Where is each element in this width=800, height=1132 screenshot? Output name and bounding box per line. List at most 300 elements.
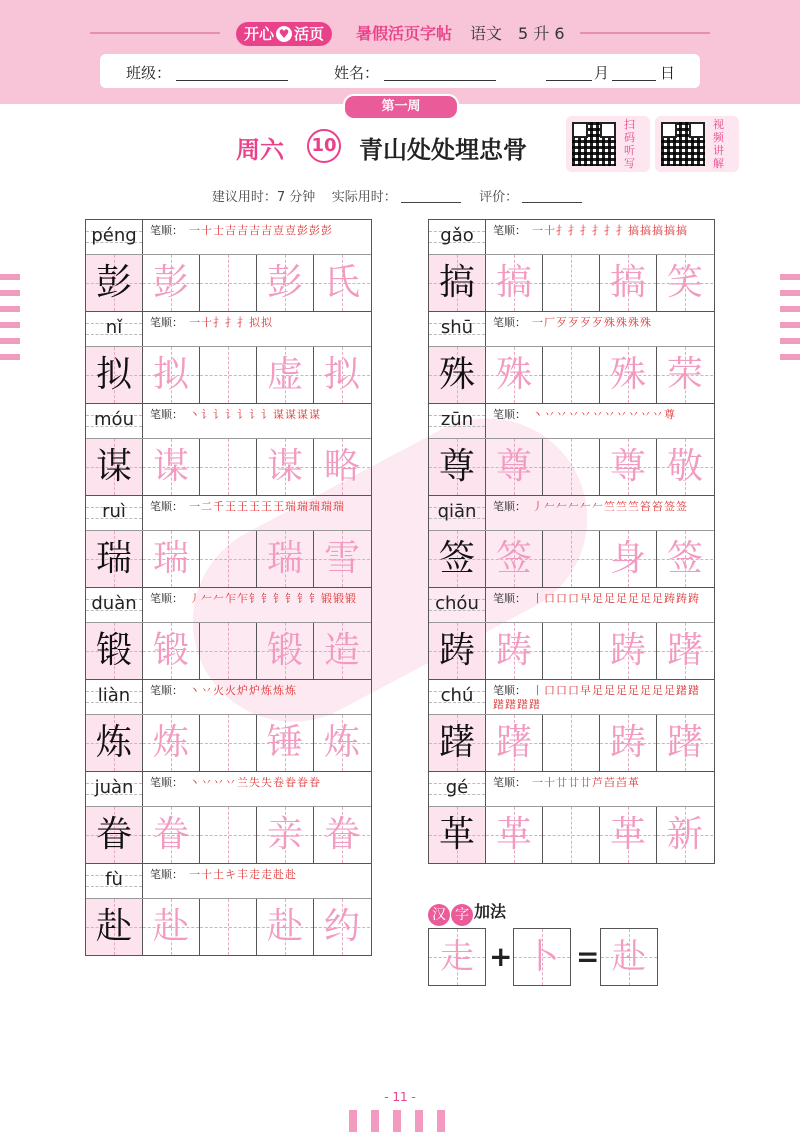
pinyin-text: gé <box>445 777 469 798</box>
trace-char: 锻 <box>266 630 303 671</box>
grid-guide <box>200 651 256 652</box>
practice-cell[interactable] <box>314 623 370 679</box>
header-band <box>0 0 800 104</box>
grid-guide <box>543 283 599 284</box>
title-text: 加法 <box>474 902 507 921</box>
practice-cell[interactable] <box>143 439 200 495</box>
writing-row <box>86 807 371 863</box>
practice-cell[interactable] <box>600 623 657 679</box>
model-char: 尊 <box>438 446 475 487</box>
model-char-cell <box>86 439 143 495</box>
evaluation-field[interactable] <box>522 190 582 203</box>
writing-row <box>86 531 371 587</box>
practice-cell[interactable] <box>200 623 257 679</box>
stroke-order <box>150 592 368 606</box>
practice-cell[interactable] <box>200 715 257 771</box>
stroke-order <box>150 868 368 882</box>
pinyin-text: duàn <box>91 593 137 614</box>
trace-char: 身 <box>609 538 646 579</box>
stroke-order <box>493 776 711 790</box>
pinyin-cell <box>429 772 486 806</box>
practice-cell[interactable] <box>486 255 543 311</box>
character-block <box>85 679 372 771</box>
pinyin-row <box>86 588 371 623</box>
grid-guide <box>543 651 599 652</box>
stroke-order <box>150 224 368 238</box>
writing-row <box>86 347 371 403</box>
practice-cell[interactable] <box>257 531 314 587</box>
practice-cell[interactable] <box>600 531 657 587</box>
pinyin-text: móu <box>94 409 134 430</box>
practice-column-right <box>428 219 715 864</box>
trace-char: 拟 <box>323 354 360 395</box>
pinyin-row <box>429 588 714 623</box>
pinyin-text: ruì <box>102 501 126 522</box>
practice-cell[interactable] <box>486 531 543 587</box>
trace-char: 革 <box>609 814 646 855</box>
stroke-order-label: 笔顺： <box>150 776 183 789</box>
practice-cell[interactable] <box>143 807 200 863</box>
model-char-cell <box>86 531 143 587</box>
model-char-cell <box>429 715 486 771</box>
model-char-cell <box>429 531 486 587</box>
trace-char: 雪 <box>323 538 360 579</box>
suggested-time: 建议用时：7 分钟 <box>211 190 316 205</box>
stroke-order-label: 笔顺： <box>150 684 183 697</box>
practice-cell[interactable] <box>257 715 314 771</box>
model-char: 躇 <box>438 722 475 763</box>
practice-cell[interactable] <box>143 623 200 679</box>
pinyin-cell <box>86 496 143 530</box>
week-badge: 第一周 <box>343 94 459 120</box>
grid-guide <box>543 835 599 836</box>
writing-row <box>429 439 714 495</box>
side-tabs-left <box>0 274 20 370</box>
model-char-cell <box>86 255 143 311</box>
brand-text: 开心 <box>244 25 275 43</box>
pinyin-row <box>86 864 371 899</box>
pinyin-cell <box>86 404 143 438</box>
model-char-cell <box>429 439 486 495</box>
trace-char: 约 <box>323 906 360 947</box>
practice-cell[interactable] <box>143 899 200 955</box>
day-label: 周六 <box>236 136 284 164</box>
pinyin-cell <box>86 772 143 806</box>
character-block <box>85 495 372 587</box>
class-field[interactable] <box>176 80 288 81</box>
stroke-sequence: 丶丷丷丷丷丷丷丷丷丷丷尊 <box>532 408 676 421</box>
stroke-order <box>493 592 711 606</box>
stroke-sequence: 一厂歹歹歹歹殊殊殊殊 <box>532 316 652 329</box>
stroke-order-label: 笔顺： <box>150 500 183 513</box>
practice-cell[interactable] <box>600 807 657 863</box>
practice-cell[interactable] <box>486 439 543 495</box>
trace-char: 眷 <box>323 814 360 855</box>
pinyin-cell <box>429 680 486 714</box>
stroke-order-label: 笔顺： <box>150 224 183 237</box>
stroke-order <box>150 684 368 698</box>
model-char-cell <box>429 347 486 403</box>
writing-row <box>429 715 714 771</box>
trace-char: 搞 <box>495 262 532 303</box>
trace-char: 革 <box>495 814 532 855</box>
trace-char: 笑 <box>666 262 703 303</box>
pinyin-row <box>86 772 371 807</box>
trace-char: 尊 <box>495 446 532 487</box>
character-block <box>428 771 715 864</box>
character-block <box>85 863 372 956</box>
heart-icon: ♥ <box>276 26 292 42</box>
practice-cell[interactable] <box>314 715 370 771</box>
trace-char: 签 <box>495 538 532 579</box>
stroke-order-label: 笔顺： <box>493 684 526 697</box>
practice-cell[interactable] <box>257 807 314 863</box>
pinyin-text: juàn <box>94 777 134 798</box>
trace-char: 虚 <box>266 354 303 395</box>
model-char: 赴 <box>95 906 132 947</box>
practice-cell[interactable] <box>657 715 713 771</box>
addition-result-char: 赴 <box>612 937 646 977</box>
trace-char: 拟 <box>152 354 189 395</box>
grid-guide <box>543 559 599 560</box>
pinyin-cell <box>429 312 486 346</box>
grid-guide <box>543 743 599 744</box>
trace-char: 踌 <box>609 630 646 671</box>
stroke-sequence: 丶讠讠讠讠讠讠谋谋谋谋 <box>189 408 321 421</box>
practice-cell[interactable] <box>200 899 257 955</box>
practice-cell[interactable] <box>314 255 370 311</box>
character-block <box>428 219 715 311</box>
practice-cell[interactable] <box>486 715 543 771</box>
practice-cell[interactable] <box>143 255 200 311</box>
trace-char: 尊 <box>609 446 646 487</box>
pinyin-row <box>86 404 371 439</box>
practice-cell[interactable] <box>543 439 600 495</box>
writing-row <box>429 623 714 679</box>
pinyin-text: gǎo <box>440 225 474 246</box>
pinyin-text: chú <box>440 685 474 706</box>
practice-cell[interactable] <box>257 439 314 495</box>
grade-label: 5 升 6 <box>518 24 565 43</box>
trace-char: 赴 <box>266 906 303 947</box>
trace-char: 躇 <box>495 722 532 763</box>
practice-cell[interactable] <box>200 439 257 495</box>
practice-cell[interactable] <box>143 347 200 403</box>
pinyin-row <box>429 680 714 715</box>
trace-char: 搞 <box>609 262 646 303</box>
class-label: 班级： <box>126 64 172 82</box>
stroke-sequence: 一二千王王王王王瑞瑞瑞瑞瑞 <box>189 500 345 513</box>
decor-line <box>90 32 220 34</box>
pinyin-text: zūn <box>440 409 474 430</box>
character-block <box>85 219 372 311</box>
practice-cell[interactable] <box>657 255 713 311</box>
stroke-order <box>493 500 711 514</box>
grid-guide <box>200 375 256 376</box>
practice-cell[interactable] <box>257 623 314 679</box>
practice-cell[interactable] <box>486 347 543 403</box>
model-char-cell <box>86 899 143 955</box>
character-block <box>428 311 715 403</box>
month-field[interactable] <box>546 80 592 81</box>
trace-char: 炼 <box>152 722 189 763</box>
practice-cell[interactable] <box>657 807 713 863</box>
pinyin-row <box>429 312 714 347</box>
stroke-order-label: 笔顺： <box>493 408 526 421</box>
grid-guide <box>543 375 599 376</box>
writing-row <box>86 899 371 955</box>
pinyin-cell <box>86 588 143 622</box>
practice-cell[interactable] <box>143 715 200 771</box>
pinyin-row <box>429 496 714 531</box>
writing-row <box>429 807 714 863</box>
model-char-cell <box>429 807 486 863</box>
trace-char: 彭 <box>266 262 303 303</box>
writing-row <box>429 347 714 403</box>
model-char: 革 <box>438 814 475 855</box>
name-field[interactable] <box>384 80 496 81</box>
model-char-cell <box>429 623 486 679</box>
practice-cell[interactable] <box>657 347 713 403</box>
trace-char: 签 <box>666 538 703 579</box>
trace-char: 瑞 <box>266 538 303 579</box>
actual-time-field[interactable] <box>401 190 461 203</box>
practice-cell[interactable] <box>200 807 257 863</box>
trace-char: 氏 <box>323 262 360 303</box>
side-tabs-right <box>780 274 800 370</box>
stroke-sequence: 一十士吉吉吉吉壴壴彭彭彭 <box>189 224 333 237</box>
trace-char: 眷 <box>152 814 189 855</box>
writing-row <box>86 255 371 311</box>
practice-cell[interactable] <box>314 531 370 587</box>
grid-guide <box>200 283 256 284</box>
stroke-sequence: 丨口口口早足足足足足足踌踌踌 <box>532 592 700 605</box>
practice-cell[interactable] <box>486 807 543 863</box>
pinyin-cell <box>429 404 486 438</box>
decor-line <box>580 32 710 34</box>
stroke-order-label: 笔顺： <box>493 500 526 513</box>
practice-cell[interactable] <box>543 255 600 311</box>
practice-cell[interactable] <box>314 347 370 403</box>
trace-char: 谋 <box>152 446 189 487</box>
series-title: 暑假活页字帖 <box>356 24 453 43</box>
stroke-order <box>493 684 711 712</box>
stroke-order-label: 笔顺： <box>493 316 526 329</box>
pinyin-row <box>429 220 714 255</box>
model-char: 踌 <box>438 630 475 671</box>
trace-char: 彭 <box>152 262 189 303</box>
practice-cell[interactable] <box>200 531 257 587</box>
stroke-sequence: 丶丷丷丷兰失失卷眷眷眷 <box>189 776 321 789</box>
trace-char: 炼 <box>323 722 360 763</box>
qr-code-icon <box>661 122 705 166</box>
addition-middle-char: 卜 <box>525 937 559 977</box>
practice-cell[interactable] <box>657 623 713 679</box>
model-char-cell <box>86 623 143 679</box>
stroke-order <box>493 408 711 422</box>
practice-cell[interactable] <box>600 439 657 495</box>
trace-char: 踌 <box>609 722 646 763</box>
plus-sign: + <box>489 940 513 973</box>
practice-cell[interactable] <box>543 623 600 679</box>
qr-label: 扫码听写 <box>624 118 635 170</box>
trace-char: 造 <box>323 630 360 671</box>
trace-char: 躇 <box>666 630 703 671</box>
trace-char: 殊 <box>495 354 532 395</box>
model-char-cell <box>429 255 486 311</box>
grid-guide <box>200 467 256 468</box>
addition-result-cell <box>600 928 658 986</box>
name-label: 姓名： <box>334 64 380 82</box>
practice-cell[interactable] <box>543 715 600 771</box>
qr-code-icon <box>572 122 616 166</box>
practice-cell[interactable] <box>600 347 657 403</box>
pinyin-cell <box>86 864 143 898</box>
stroke-sequence: 一十土キ丰走走赴赴 <box>189 868 297 881</box>
grid-guide <box>200 559 256 560</box>
practice-cell[interactable] <box>600 255 657 311</box>
stroke-order <box>150 316 368 330</box>
character-block <box>428 495 715 587</box>
page-number: - 11 - <box>384 1090 416 1104</box>
practice-cell[interactable] <box>543 347 600 403</box>
day-field[interactable] <box>612 80 656 81</box>
model-char: 锻 <box>95 630 132 671</box>
trace-char: 踌 <box>495 630 532 671</box>
practice-column-left <box>85 219 372 956</box>
title-bubble: 汉 <box>428 904 450 926</box>
practice-cell[interactable] <box>257 347 314 403</box>
trace-char: 赴 <box>152 906 189 947</box>
writing-row <box>429 255 714 311</box>
day-label: 日 <box>660 64 676 82</box>
trace-char: 锤 <box>266 722 303 763</box>
model-char: 搞 <box>438 262 475 303</box>
character-block <box>428 679 715 771</box>
practice-cell[interactable] <box>486 623 543 679</box>
footer-bars <box>349 1110 459 1132</box>
qr-video[interactable] <box>655 116 739 172</box>
pinyin-row <box>429 772 714 807</box>
practice-cell[interactable] <box>543 531 600 587</box>
grid-guide <box>200 743 256 744</box>
pinyin-cell <box>86 680 143 714</box>
practice-cell[interactable] <box>257 899 314 955</box>
stroke-sequence: 丿𠂉𠂉𠂉𠂉𠂉竺竺竺笞笞签签 <box>532 500 688 513</box>
model-char: 彭 <box>95 262 132 303</box>
pinyin-cell <box>86 312 143 346</box>
pinyin-row <box>86 496 371 531</box>
practice-cell[interactable] <box>314 807 370 863</box>
model-char: 殊 <box>438 354 475 395</box>
practice-cell[interactable] <box>200 347 257 403</box>
stroke-order-label: 笔顺： <box>493 592 526 605</box>
practice-cell[interactable] <box>543 807 600 863</box>
practice-cell[interactable] <box>257 255 314 311</box>
stroke-order-label: 笔顺： <box>150 592 183 605</box>
character-block <box>85 311 372 403</box>
usage-line <box>0 186 800 205</box>
stroke-order-label: 笔顺： <box>150 868 183 881</box>
writing-row <box>86 623 371 679</box>
trace-char: 亲 <box>266 814 303 855</box>
pinyin-text: fù <box>105 869 123 890</box>
stroke-order <box>150 776 368 790</box>
writing-row <box>429 531 714 587</box>
model-char-cell <box>86 715 143 771</box>
pinyin-cell <box>429 588 486 622</box>
stroke-order <box>150 408 368 422</box>
trace-char: 锻 <box>152 630 189 671</box>
pinyin-row <box>86 680 371 715</box>
trace-char: 谋 <box>266 446 303 487</box>
practice-cell[interactable] <box>657 439 713 495</box>
character-block <box>85 771 372 863</box>
pinyin-row <box>86 220 371 255</box>
practice-cell[interactable] <box>200 255 257 311</box>
model-char: 眷 <box>95 814 132 855</box>
addition-left-char: 走 <box>440 937 474 977</box>
model-char-cell <box>86 347 143 403</box>
model-char: 拟 <box>95 354 132 395</box>
stroke-sequence: 一十扌扌扌扌扌扌搞搞搞搞搞 <box>532 224 688 237</box>
qr-label: 视频讲解 <box>713 118 724 170</box>
character-addition-title <box>428 899 506 923</box>
character-block <box>428 587 715 679</box>
brand-logo <box>236 22 332 46</box>
stroke-order <box>493 224 711 238</box>
stroke-sequence: 丨口口口早足足足足足足足躇躇躇躇躇躇 <box>493 684 700 711</box>
title-bubble: 字 <box>451 904 473 926</box>
actual-time-label: 实际用时： <box>331 190 397 205</box>
pinyin-row <box>86 312 371 347</box>
stroke-sequence: 丿𠂉𠂉乍乍钅钅钅钅钅钅锻锻锻 <box>189 592 357 605</box>
lesson-name: 青山处处埋忠骨 <box>359 136 527 164</box>
stroke-order-label: 笔顺： <box>493 776 526 789</box>
trace-char: 躇 <box>666 722 703 763</box>
grid-guide <box>543 467 599 468</box>
practice-cell[interactable] <box>314 439 370 495</box>
practice-cell[interactable] <box>657 531 713 587</box>
trace-char: 殊 <box>609 354 646 395</box>
addition-middle-cell <box>513 928 571 986</box>
practice-cell[interactable] <box>600 715 657 771</box>
pinyin-cell <box>429 496 486 530</box>
trace-char: 瑞 <box>152 538 189 579</box>
model-char: 谋 <box>95 446 132 487</box>
practice-cell[interactable] <box>143 531 200 587</box>
pinyin-text: chóu <box>435 593 479 614</box>
stroke-sequence: 一十扌扌扌拟拟 <box>189 316 273 329</box>
practice-cell[interactable] <box>314 899 370 955</box>
addition-left-cell <box>428 928 486 986</box>
pinyin-cell <box>429 220 486 254</box>
student-info-box <box>100 54 700 88</box>
trace-char: 新 <box>666 814 703 855</box>
grid-guide <box>200 835 256 836</box>
writing-row <box>86 439 371 495</box>
stroke-order-label: 笔顺： <box>150 408 183 421</box>
pinyin-row <box>429 404 714 439</box>
model-char: 瑞 <box>95 538 132 579</box>
qr-dictation[interactable] <box>566 116 650 172</box>
equals-sign: = <box>576 940 600 973</box>
pinyin-text: péng <box>91 225 137 246</box>
month-label: 月 <box>594 64 610 82</box>
brand-text-2: 活页 <box>294 25 325 43</box>
stroke-sequence: 丶丷火火炉炉炼炼炼 <box>189 684 297 697</box>
pinyin-text: shū <box>440 317 474 338</box>
